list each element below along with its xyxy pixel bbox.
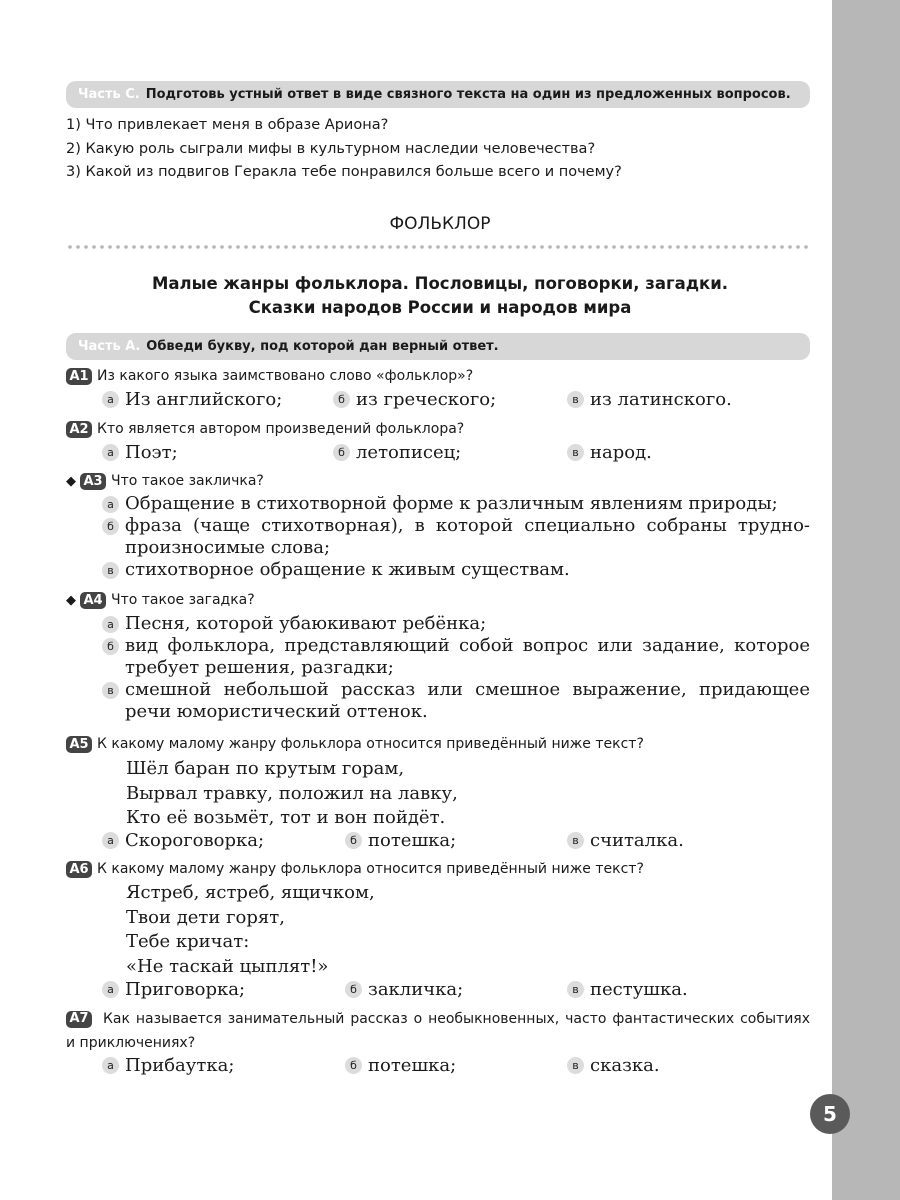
answer-option[interactable] xyxy=(102,1055,234,1076)
answer-option[interactable] xyxy=(567,442,652,463)
poem-line: Твои дети горят, xyxy=(126,906,285,928)
question-badge: А4 xyxy=(80,592,106,609)
question-badge: А5 xyxy=(66,736,92,753)
poem-line: «Не таскай цыплят!» xyxy=(126,955,329,977)
option-text: смешной небольшой рассказ или смешное выражение, придающее речи юмористический оттенок. xyxy=(125,679,810,722)
option-letter: б xyxy=(345,1057,362,1074)
answer-option[interactable] xyxy=(102,515,810,559)
answer-option[interactable] xyxy=(102,493,810,515)
option-text: из греческого; xyxy=(356,389,497,410)
answer-option[interactable] xyxy=(102,830,264,851)
answer-option[interactable] xyxy=(333,389,496,410)
poem-line: Ястреб, ястреб, ящичком, xyxy=(126,882,375,903)
question-text: Как называется занимательный рассказ о необыкновенных, часто фантастических событиях и приключениях? xyxy=(66,1011,811,1051)
answer-option[interactable] xyxy=(567,389,732,410)
part-a-header xyxy=(66,333,810,360)
option-text: из латинского. xyxy=(590,389,732,410)
option-letter: а xyxy=(102,981,119,998)
option-text: вид фольклора, представляющий собой вопрос или задание, которое требует решения, разгадки; xyxy=(125,635,810,678)
option-letter: а xyxy=(102,616,119,633)
answer-option[interactable] xyxy=(567,830,684,851)
page-number: 5 xyxy=(810,1094,850,1134)
part-a-instruction: Обведи букву, под которой дан верный ответ. xyxy=(146,339,499,354)
option-letter: в xyxy=(567,1057,584,1074)
option-letter: б xyxy=(345,981,362,998)
answer-option[interactable] xyxy=(102,979,245,1000)
answer-option[interactable] xyxy=(102,635,810,679)
section-title: ФОЛЬКЛОР xyxy=(389,214,491,234)
option-text: закличка; xyxy=(368,979,464,1000)
option-text: потешка; xyxy=(368,830,457,851)
option-letter: в xyxy=(102,682,119,699)
option-letter: в xyxy=(567,444,584,461)
question-a2 xyxy=(66,419,464,439)
option-text: Обращение в стихотворной форме к различным явлениям природы; xyxy=(125,493,778,514)
answer-option[interactable] xyxy=(333,442,461,463)
question-text: Из какого языка заимствовано слово «фольклор»? xyxy=(97,368,474,384)
dotted-divider xyxy=(66,244,810,250)
option-letter: а xyxy=(102,444,119,461)
option-letter: б xyxy=(345,832,362,849)
topic-title xyxy=(0,272,880,320)
part-c-instruction: Подготовь устный ответ в виде связного текста на один из предложенных вопросов. xyxy=(145,87,791,102)
topic-line: Малые жанры фольклора. Пословицы, поговорки, загадки. xyxy=(151,274,729,293)
question-badge: А6 xyxy=(66,861,92,878)
answer-option[interactable] xyxy=(102,442,178,463)
option-letter: в xyxy=(567,391,584,408)
option-text: Прибаутка; xyxy=(125,1055,235,1076)
answer-option[interactable] xyxy=(102,389,282,410)
option-letter: а xyxy=(102,1057,119,1074)
option-letter: а xyxy=(102,391,119,408)
side-strip xyxy=(832,0,900,1200)
option-letter: б xyxy=(102,518,119,535)
option-text: фраза (чаще стихотворная), в которой специально собраны трудно-произносимые слова; xyxy=(125,515,810,558)
question-badge: А2 xyxy=(66,421,92,438)
answer-option[interactable] xyxy=(102,559,810,581)
question-badge: А1 xyxy=(66,368,92,385)
option-text: народ. xyxy=(590,442,652,463)
answer-option[interactable] xyxy=(345,979,463,1000)
poem-line: Кто её возьмёт, тот и вон пойдёт. xyxy=(126,807,446,828)
option-letter: в xyxy=(567,832,584,849)
answer-option[interactable] xyxy=(567,1055,660,1076)
question-a6 xyxy=(66,859,644,879)
option-letter: а xyxy=(102,832,119,849)
part-c-question: 3) Какой из подвигов Геракла тебе понравился больше всего и почему? xyxy=(66,164,622,180)
option-text: Приговорка; xyxy=(125,979,246,1000)
answer-option[interactable] xyxy=(567,979,688,1000)
part-c-label: Часть С. xyxy=(78,87,140,102)
part-a-label: Часть А. xyxy=(78,339,141,354)
option-text: летописец; xyxy=(356,442,462,463)
option-text: считалка. xyxy=(590,830,684,851)
question-text: К какому малому жанру фольклора относится приведённый ниже текст? xyxy=(97,861,644,877)
option-letter: б xyxy=(333,391,350,408)
option-text: Поэт; xyxy=(125,442,178,463)
option-text: сказка. xyxy=(590,1055,660,1076)
part-c-header xyxy=(66,81,810,108)
question-a5 xyxy=(66,734,644,754)
poem-line: Вырвал травку, положил на лавку, xyxy=(126,782,458,804)
topic-line: Сказки народов России и народов мира xyxy=(248,298,632,317)
answer-option[interactable] xyxy=(102,613,810,635)
question-text: Кто является автором произведений фольклора? xyxy=(97,421,465,437)
part-c-question: 2) Какую роль сыграли мифы в культурном наследии человечества? xyxy=(66,141,596,157)
poem-line: Тебе кричат: xyxy=(126,931,250,952)
option-text: потешка; xyxy=(368,1055,457,1076)
question-a3 xyxy=(66,471,264,491)
option-letter: а xyxy=(102,496,119,513)
answer-option[interactable] xyxy=(345,830,456,851)
option-text: стихотворное обращение к живым существам. xyxy=(125,559,570,580)
question-a1 xyxy=(66,366,473,386)
question-a4 xyxy=(66,590,255,610)
answer-option[interactable] xyxy=(345,1055,456,1076)
option-text: Из английского; xyxy=(125,389,283,410)
answer-list xyxy=(102,493,810,581)
option-letter: в xyxy=(567,981,584,998)
question-text: К какому малому жанру фольклора относится приведённый ниже текст? xyxy=(97,736,644,752)
option-letter: б xyxy=(102,638,119,655)
question-text: Что такое загадка? xyxy=(111,592,255,608)
option-text: Песня, которой убаюкивают ребёнка; xyxy=(125,613,487,634)
poem xyxy=(126,881,375,979)
question-text: Что такое закличка? xyxy=(111,473,264,489)
option-text: Скороговорка; xyxy=(125,830,265,851)
poem-line: Шёл баран по крутым горам, xyxy=(126,758,405,779)
part-c-question: 1) Что привлекает меня в образе Ариона? xyxy=(66,117,389,133)
option-letter: б xyxy=(333,444,350,461)
answer-option[interactable] xyxy=(102,679,810,723)
poem xyxy=(126,757,458,831)
diamond-icon: ◆ xyxy=(66,592,76,608)
option-letter: в xyxy=(102,562,119,579)
question-a7 xyxy=(66,1007,810,1055)
diamond-icon: ◆ xyxy=(66,473,76,489)
option-text: пестушка. xyxy=(590,979,688,1000)
question-badge: А3 xyxy=(80,473,106,490)
answer-list xyxy=(102,613,810,723)
question-badge: А7 xyxy=(66,1011,92,1028)
